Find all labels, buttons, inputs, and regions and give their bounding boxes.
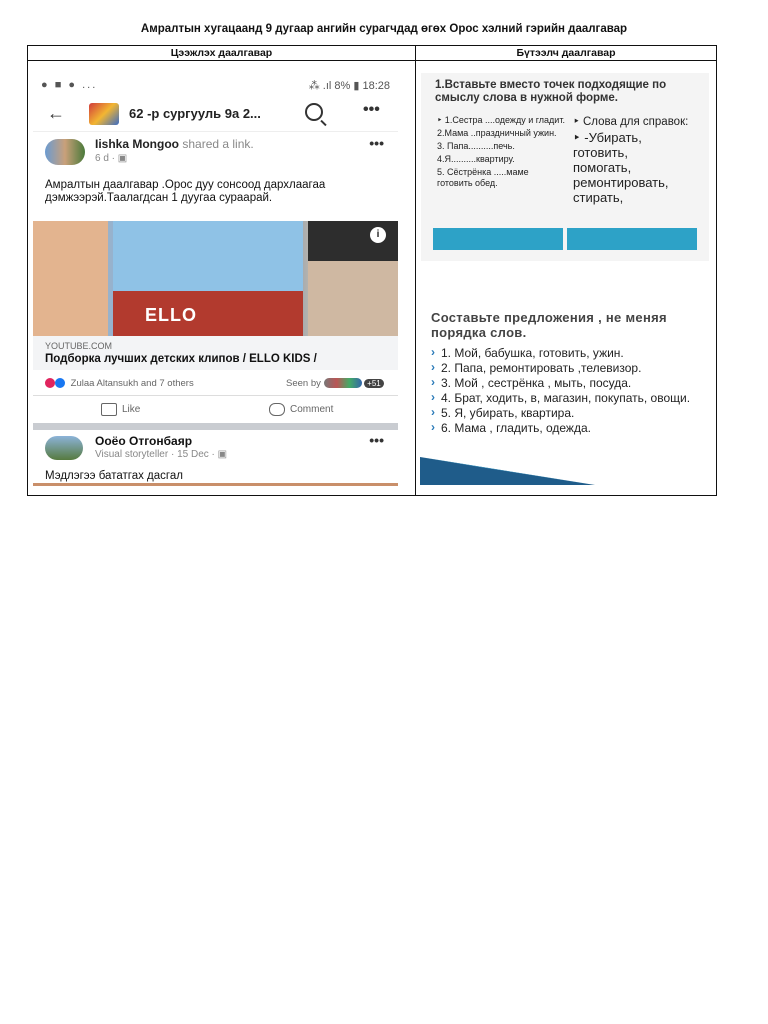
search-icon[interactable]	[305, 103, 323, 121]
exercise-2-item: › 6. Мама , гладить, одежда.	[431, 421, 711, 436]
exercise-1-item: 3. Папа..........печь.	[437, 141, 515, 151]
seen-by[interactable]	[286, 378, 384, 389]
post-separator	[33, 423, 398, 430]
post-action: shared a link.	[182, 137, 254, 151]
status-bar	[33, 73, 398, 97]
like-button[interactable]	[101, 403, 140, 416]
seen-avatars	[324, 378, 362, 388]
memorize-cell	[28, 61, 416, 496]
decorative-wedge	[420, 457, 600, 485]
exercise-1-item: ‣ 1.Сестра ....одежду и гладит.	[437, 115, 565, 125]
comment-button[interactable]	[269, 403, 333, 416]
more-icon[interactable]: •••	[363, 101, 380, 118]
creative-cell	[416, 61, 717, 496]
exercise-1-item: 5. Сёстрёнка .....маме готовить обед.	[437, 167, 529, 188]
word-bank-item: стирать,	[573, 190, 624, 205]
like-label: Like	[122, 404, 141, 416]
post-2	[33, 430, 398, 488]
word-bank-item: помогать,	[573, 160, 632, 175]
exercise-1-item: 2.Мама ..праздничный ужин.	[437, 128, 557, 138]
exercise-2-list	[431, 346, 711, 436]
seen-by-label: Seen by	[286, 378, 321, 389]
post-author[interactable]: Iishka Mongoo	[95, 137, 179, 151]
arrow-left-icon[interactable]: ←	[47, 103, 65, 123]
task-table	[27, 45, 717, 496]
facebook-screenshot	[33, 73, 398, 488]
column-header-creative: Бүтээлч даалгавар	[416, 46, 717, 61]
love-reaction-icon	[45, 378, 55, 388]
word-bank-item: ремонтировать,	[573, 175, 669, 190]
exercise-2-item: › 5. Я, убирать, квартира.	[431, 406, 711, 421]
post2-author[interactable]: Ооёо Отгонбаяр	[95, 434, 193, 448]
group-app-bar	[33, 97, 398, 132]
reactors: Zulaa Altansukh and 7 others	[70, 378, 194, 389]
exercise-2-item: › 1. Мой, бабушка, готовить, ужин.	[431, 346, 711, 361]
status-icons-left: ● ■ ● ...	[41, 79, 98, 91]
link-preview[interactable]	[33, 336, 398, 370]
exercise-1-title: 1.Вставьте вместо точек подходящие по смыслу слова в нужной форме.	[435, 79, 667, 104]
exercise-1-item: 4.Я..........квартиру.	[437, 154, 515, 164]
post-more-icon[interactable]: •••	[369, 135, 384, 151]
exercise-1-list	[437, 115, 565, 191]
bottom-strip	[33, 483, 398, 486]
post2-meta: Visual storyteller · 15 Dec · ▣	[95, 449, 228, 460]
post-author-line	[95, 137, 254, 151]
post2-more-icon[interactable]: •••	[369, 432, 384, 448]
exercise-2-item: › 3. Мой , сестрёнка , мыть, посуда.	[431, 376, 711, 391]
post2-text: Мэдлэгээ бататгах дасгал	[45, 470, 183, 482]
reaction-summary[interactable]	[45, 378, 194, 389]
seen-count: +51	[364, 379, 384, 388]
post-meta: 6 d · ▣	[95, 153, 128, 164]
info-icon[interactable]: i	[370, 227, 386, 243]
post-text: Амралтын даалгавар .Орос дуу сонсоод дархлаагаа дэмжээрэй.Таалагдсан 1 дуугаа сураарай.	[45, 179, 326, 204]
word-bank-item: ‣ -Убирать,	[573, 130, 642, 145]
word-bank	[573, 115, 703, 205]
document-title: Амралтын хугацаанд 9 дугаар ангийн сурагчдад өгөх Орос хэлний гэрийн даалгавар	[140, 23, 628, 35]
exercise-2-item: › 2. Папа, ремонтировать ,телевизор.	[431, 361, 711, 376]
exercise-2-item: › 4. Брат, ходить, в, магазин, покупать, овощи.	[431, 391, 711, 406]
comment-icon	[269, 403, 285, 416]
status-icons-right: ⁂ .ıl 8% ▮ 18:28	[308, 80, 390, 92]
exercise-2	[431, 310, 711, 436]
comment-label: Comment	[290, 404, 334, 416]
exercise-1	[421, 73, 709, 261]
link-title: Подборка лучших детских клипов / ELLO KIDS /	[45, 353, 317, 365]
group-avatar	[89, 103, 119, 125]
thumbs-up-icon	[101, 403, 117, 416]
word-bank-header: ‣ Слова для справок:	[573, 116, 689, 128]
group-title[interactable]: 62 -р сургууль 9а 2...	[129, 106, 261, 121]
avatar[interactable]	[45, 139, 85, 165]
avatar[interactable]	[45, 436, 83, 460]
post-actions	[33, 395, 398, 424]
ello-logo: ELLO	[145, 305, 197, 325]
decorative-bar	[567, 228, 697, 250]
video-thumbnail[interactable]	[33, 221, 398, 336]
word-bank-item: готовить,	[573, 145, 628, 160]
column-header-memorize: Цээжлэх даалгавар	[28, 46, 416, 61]
like-reaction-icon	[55, 378, 65, 388]
decorative-bar	[433, 228, 563, 250]
exercise-2-title: Составьте предложения , не меняя порядка слов.	[431, 310, 667, 340]
link-domain: YOUTUBE.COM	[45, 341, 113, 351]
